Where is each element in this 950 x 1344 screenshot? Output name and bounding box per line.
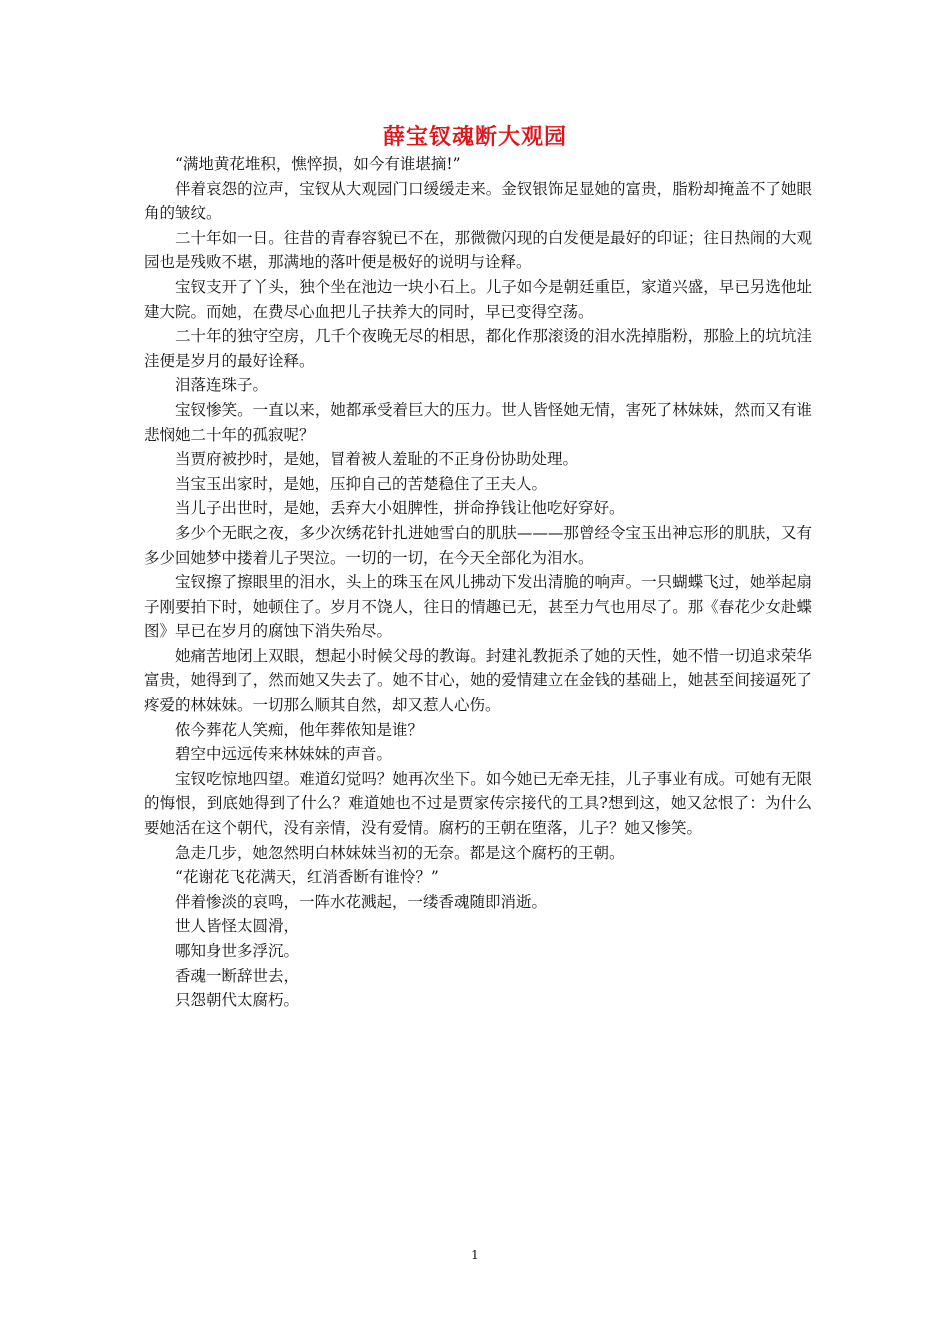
paragraph: 二十年如一日。往昔的青春容貌已不在，那微微闪现的白发便是最好的印证；往日热闹的大观园也是残败不堪，那满地的落叶便是极好的说明与诠释。 bbox=[144, 228, 812, 272]
poem-line: 只怨朝代太腐朽。 bbox=[175, 991, 300, 1010]
paragraph: 宝钗惨笑。一直以来，她都承受着巨大的压力。世人皆怪她无情，害死了林妹妹，然而又有谁悲悯她二十年的孤寂呢？ bbox=[144, 400, 812, 444]
paragraph: 伴着哀怨的泣声，宝钗从大观园门口缓缓走来。金钗银饰足显她的富贵，脂粉却掩盖不了她眼角的皱纹。 bbox=[144, 179, 812, 223]
paragraph: 她痛苦地闭上双眼，想起小时候父母的教诲。封建礼教扼杀了她的天性，她不惜一切追求荣华富贵，她得到了，然而她又失去了。她不甘心，她的爱情建立在金钱的基础上，她甚至间接逼死了疼爱的林妹妹。一切那么顺其自然，却又惹人心伤。 bbox=[144, 646, 812, 715]
paragraph: 当儿子出世时，是她，丢弃大小姐脾性，拼命挣钱让他吃好穿好。 bbox=[175, 499, 625, 518]
document-body bbox=[144, 152, 812, 1013]
paragraph: 侬今葬花人笑痴，他年葬侬知是谁？ bbox=[175, 720, 424, 739]
paragraph: 宝钗擦了擦眼里的泪水，头上的珠玉在风儿拂动下发出清脆的响声。一只蝴蝶飞过，她举起扇子刚要拍下时，她顿住了。岁月不饶人，往日的情趣已无，甚至力气也用尽了。那《春花少女赴蝶图》早已在岁月的腐蚀下消失殆尽。 bbox=[144, 573, 812, 641]
paragraph: 急走几步，她忽然明白林妹妹当初的无奈。都是这个腐朽的王朝。 bbox=[175, 843, 625, 862]
paragraph: 碧空中远远传来林妹妹的声音。 bbox=[175, 745, 393, 764]
paragraph: 当宝玉出家时，是她，压抑自己的苦楚稳住了王夫人。 bbox=[175, 474, 548, 493]
paragraph: 宝钗吃惊地四望。难道幻觉吗？她再次坐下。如今她已无牵无挂，儿子事业有成。可她有无限的悔恨，到底她得到了什么？难道她也不过是贾家传宗接代的工具?想到这，她又忿恨了：为什么要她活在这个朝代，没有亲情，没有爱情。腐朽的王朝在堕落，儿子？她又惨笑。 bbox=[144, 769, 812, 838]
poem-line: 香魂一断辞世去， bbox=[175, 966, 300, 985]
paragraph: 多少个无眠之夜，多少次绣花针扎进她雪白的肌肤———那曾经令宝玉出神忘形的肌肤，又有多少回她梦中搂着儿子哭泣。一切的一切，在今天全部化为泪水。 bbox=[144, 523, 812, 567]
document-title: 薛宝钗魂断大观园 bbox=[382, 124, 567, 150]
paragraph: 二十年的独守空房，几千个夜晚无尽的相思，都化作那滚烫的泪水洗掉脂粉，那脸上的坑坑洼洼便是岁月的最好诠释。 bbox=[144, 327, 812, 370]
paragraph: 伴着惨淡的哀鸣，一阵水花溅起，一缕香魂随即消逝。 bbox=[175, 892, 548, 911]
paragraph: “花谢花飞花满天，红消香断有谁怜？” bbox=[175, 868, 439, 887]
paragraph: 当贾府被抄时，是她，冒着被人羞耻的不正身份协助处理。 bbox=[175, 450, 579, 469]
paragraph: 泪落连珠子。 bbox=[175, 376, 269, 395]
page-number: 1 bbox=[471, 1248, 479, 1262]
poem-line: 世人皆怪太圆滑， bbox=[175, 917, 300, 936]
poem-line: 哪知身世多浮沉。 bbox=[175, 942, 300, 960]
paragraph: 宝钗支开了丫头，独个坐在池边一块小石上。儿子如今是朝廷重臣，家道兴盛，早已另选他址建大院。而她，在费尽心血把儿子扶养大的同时，早已变得空荡。 bbox=[144, 277, 812, 321]
paragraph: “满地黄花堆积，憔悴损，如今有谁堪摘!” bbox=[175, 155, 461, 173]
